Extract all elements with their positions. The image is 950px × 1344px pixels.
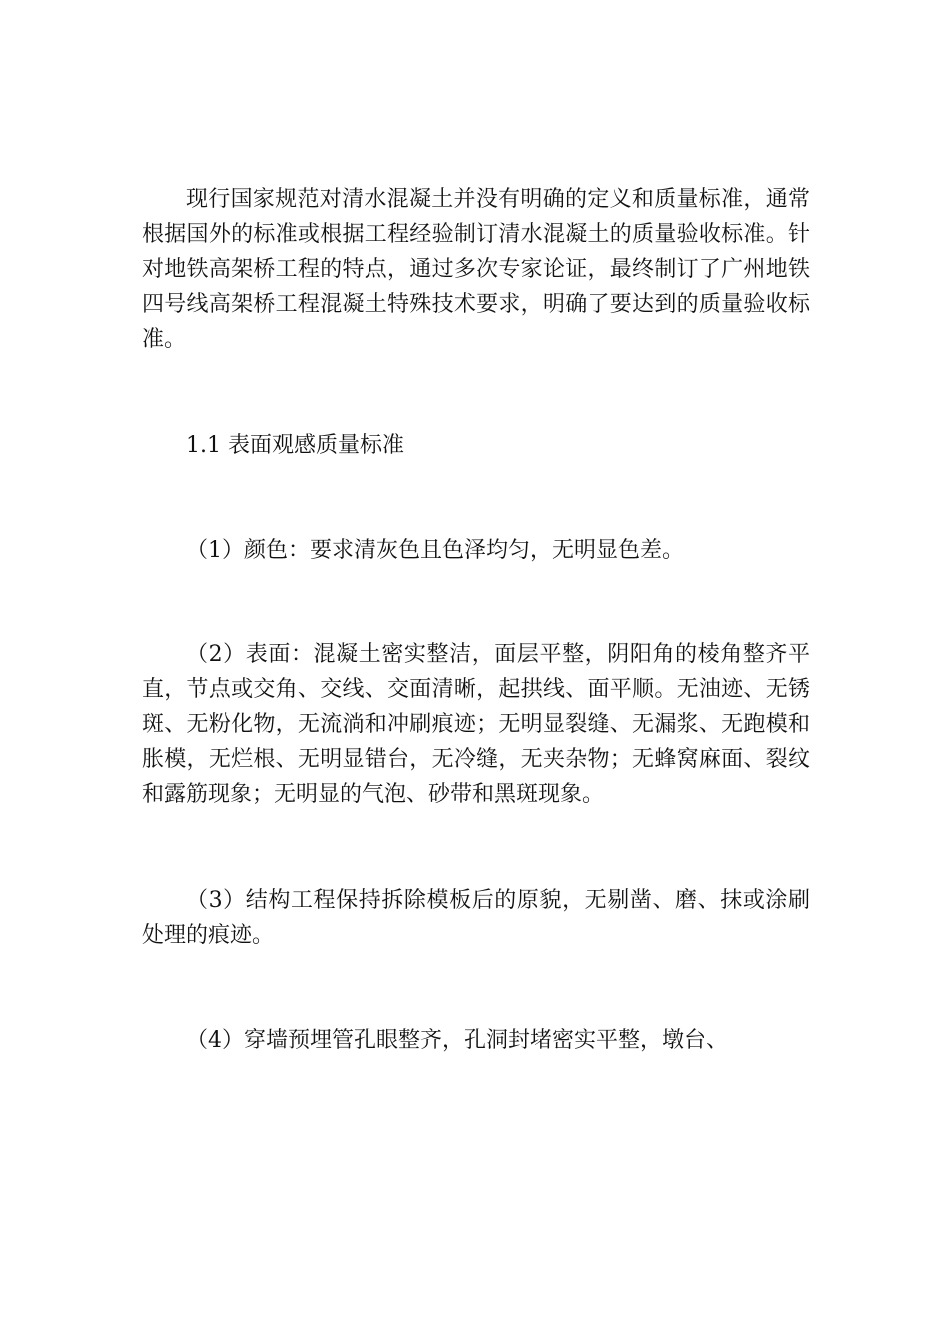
section-heading: 1.1 表面观感质量标准 [186,433,404,458]
item-color: （1）颜色：要求清灰色且色泽均匀，无明显色差。 [186,538,684,563]
document-body [142,182,810,1058]
item-structure: （3）结构工程保持拆除模板后的原貌，无剔凿、磨、抹或涂刷处理的痕迹。 [142,888,810,948]
item-pipe-holes: （4）穿墙预埋管孔眼整齐，孔洞封堵密实平整，墩台、 [186,1028,728,1053]
intro-paragraph: 现行国家规范对清水混凝土并没有明确的定义和质量标准，通常根据国外的标准或根据工程经验制订清水混凝土的质量验收标准。针对地铁高架桥工程的特点，通过多次专家论证，最终制订了广州地铁四号线高架桥工程混凝土特殊技术要求，明确了要达到的质量验收标准。 [142,187,810,352]
item-surface: （2）表面：混凝土密实整洁，面层平整，阴阳角的棱角整齐平直，节点或交角、交线、交面清晰，起拱线、面平顺。无油迹、无锈斑、无粉化物，无流淌和冲刷痕迹；无明显裂缝、无漏浆、无跑模和胀模，无烂根、无明显错台，无冷缝，无夹杂物；无蜂窝麻面、裂纹和露筋现象；无明显的气泡、砂带和黑斑现象。 [142,642,810,807]
